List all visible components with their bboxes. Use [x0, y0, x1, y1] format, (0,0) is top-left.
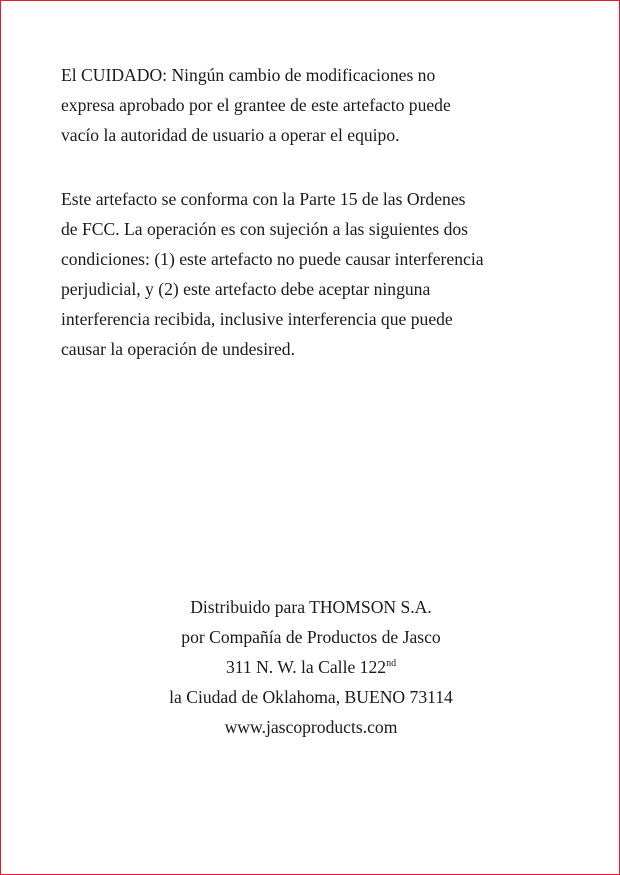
website-link[interactable]: www.jascoproducts.com — [224, 717, 398, 737]
caution-line: El CUIDADO: Ningún cambio de modificaciones no — [61, 65, 436, 85]
fcc-line: interferencia recibida, inclusive interferencia que puede — [61, 309, 453, 329]
caution-line: expresa aprobado por el grantee de este artefacto puede — [61, 95, 451, 115]
street-text: 311 N. W. la Calle 122 — [225, 657, 387, 677]
city-state-zip: la Ciudad de Oklahoma, BUENO 73114 — [169, 687, 453, 707]
company-name: por Compañía de Productos de Jasco — [181, 627, 441, 647]
distributor-address — [1, 592, 620, 742]
fcc-line: condiciones: (1) este artefacto no puede causar interferencia — [61, 249, 484, 269]
caution-line: vacío la autoridad de usuario a operar el equipo. — [61, 125, 400, 145]
street-ordinal-suffix: nd — [386, 658, 397, 670]
distributor-name: Distribuido para THOMSON S.A. — [190, 597, 432, 617]
fcc-line: de FCC. La operación es con sujeción a las siguientes dos — [61, 219, 469, 239]
fcc-compliance-paragraph — [61, 184, 571, 364]
street-address — [1, 652, 620, 682]
fcc-line: perjudicial, y (2) este artefacto debe aceptar ninguna — [61, 279, 431, 299]
caution-paragraph — [61, 60, 571, 150]
fcc-line: causar la operación de undesired. — [61, 339, 295, 359]
fcc-line: Este artefacto se conforma con la Parte 15 de las Ordenes — [61, 189, 466, 209]
